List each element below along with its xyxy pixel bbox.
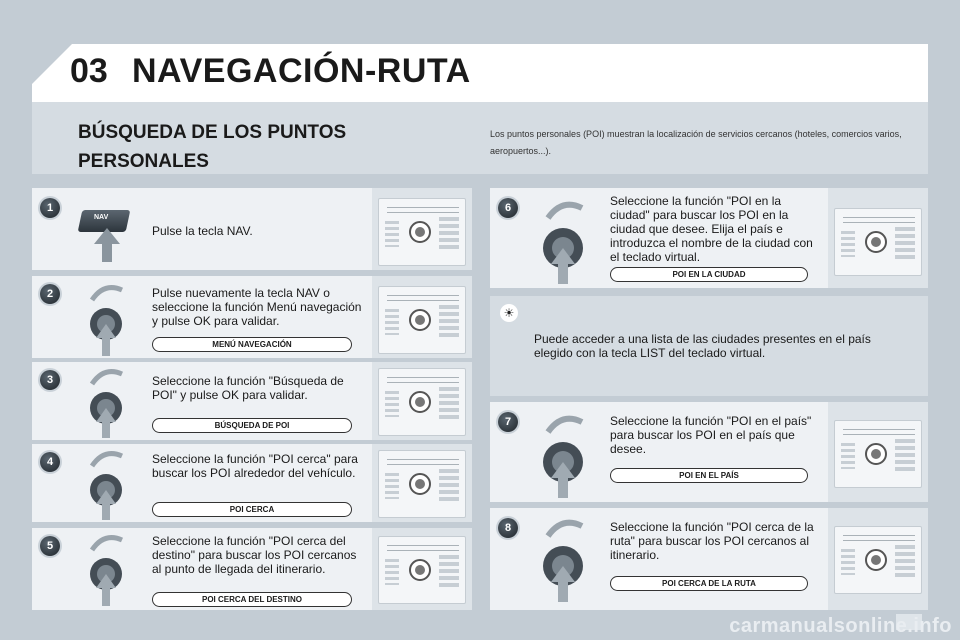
corner-fold xyxy=(32,44,72,84)
chapter-number: 03 xyxy=(70,52,108,90)
menu-tag-7: POI EN EL PAÍS xyxy=(610,468,808,483)
watermark: carmanualsonline.info xyxy=(729,615,952,637)
step-text-2: Pulse nuevamente la tecla NAV o seleccione la función Menú navegación y pulse OK para validar. xyxy=(152,286,362,328)
rotary-knob-icon xyxy=(84,530,130,606)
radio-unit-4-icon xyxy=(378,450,466,518)
step-text-5: Seleccione la función "POI cerca del destino" para buscar los POI cercanos al punto de llegada del itinerario. xyxy=(152,534,357,576)
step-number-8: 8 xyxy=(498,518,518,538)
step-text-7: Seleccione la función "POI en el país" para buscar los POI en el país que desee. xyxy=(610,414,812,456)
step-number-4: 4 xyxy=(40,452,60,472)
menu-tag-5: POI CERCA DEL DESTINO xyxy=(152,592,352,607)
radio-unit-6-icon xyxy=(834,208,922,276)
menu-tag-8: POI CERCA DE LA RUTA xyxy=(610,576,808,591)
radio-unit-8-icon xyxy=(834,526,922,594)
step-text-6: Seleccione la función "POI en la ciudad" para buscar los POI en la ciudad que desee. Elija el país e introduzca el nombre de la ciudad con el teclado virtual. xyxy=(610,194,813,264)
section-title: BÚSQUEDA DE LOS PUNTOS PERSONALES xyxy=(78,122,347,172)
step-text-4: Seleccione la función "POI cerca" para buscar los POI alrededor del vehículo. xyxy=(152,452,358,480)
press-arrow-icon xyxy=(92,228,122,262)
step-number-1: 1 xyxy=(40,198,60,218)
step-text-8: Seleccione la función "POI cerca de la ruta" para buscar los POI cercanos al itinerario. xyxy=(610,520,814,562)
rotary-knob-icon xyxy=(84,364,130,440)
section-intro: Los puntos personales (POI) muestran la localización de servicios cercanos (hoteles, comercios varios, aeropuertos...). xyxy=(490,129,902,156)
menu-tag-3: BÚSQUEDA DE POI xyxy=(152,418,352,433)
step-number-3: 3 xyxy=(40,370,60,390)
step-text-1: Pulse la tecla NAV. xyxy=(152,224,253,238)
menu-tag-6: POI EN LA CIUDAD xyxy=(610,267,808,282)
step-text-3: Seleccione la función "Búsqueda de POI" y pulse OK para validar. xyxy=(152,374,344,402)
rotary-knob-icon xyxy=(84,446,130,522)
tip-text: Puede acceder a una lista de las ciudades presentes en el país elegido con la tecla LIST del teclado virtual. xyxy=(534,332,871,360)
rotary-knob-icon xyxy=(538,196,588,286)
nav-key-label: NAV xyxy=(94,214,109,221)
radio-unit-1-icon xyxy=(378,198,466,266)
step-number-7: 7 xyxy=(498,412,518,432)
chapter-title: NAVEGACIÓN-RUTA xyxy=(132,52,471,90)
rotary-knob-icon xyxy=(84,280,130,356)
radio-unit-7-icon xyxy=(834,420,922,488)
radio-unit-5-icon xyxy=(378,536,466,604)
rotary-knob-icon xyxy=(538,410,588,500)
rotary-knob-icon xyxy=(538,514,588,604)
step-number-6: 6 xyxy=(498,198,518,218)
lightbulb-icon: ☀ xyxy=(500,304,518,322)
step-number-5: 5 xyxy=(40,536,60,556)
menu-tag-4: POI CERCA xyxy=(152,502,352,517)
radio-unit-2-icon xyxy=(378,286,466,354)
radio-unit-3-icon xyxy=(378,368,466,436)
menu-tag-2: MENÚ NAVEGACIÓN xyxy=(152,337,352,352)
step-number-2: 2 xyxy=(40,284,60,304)
